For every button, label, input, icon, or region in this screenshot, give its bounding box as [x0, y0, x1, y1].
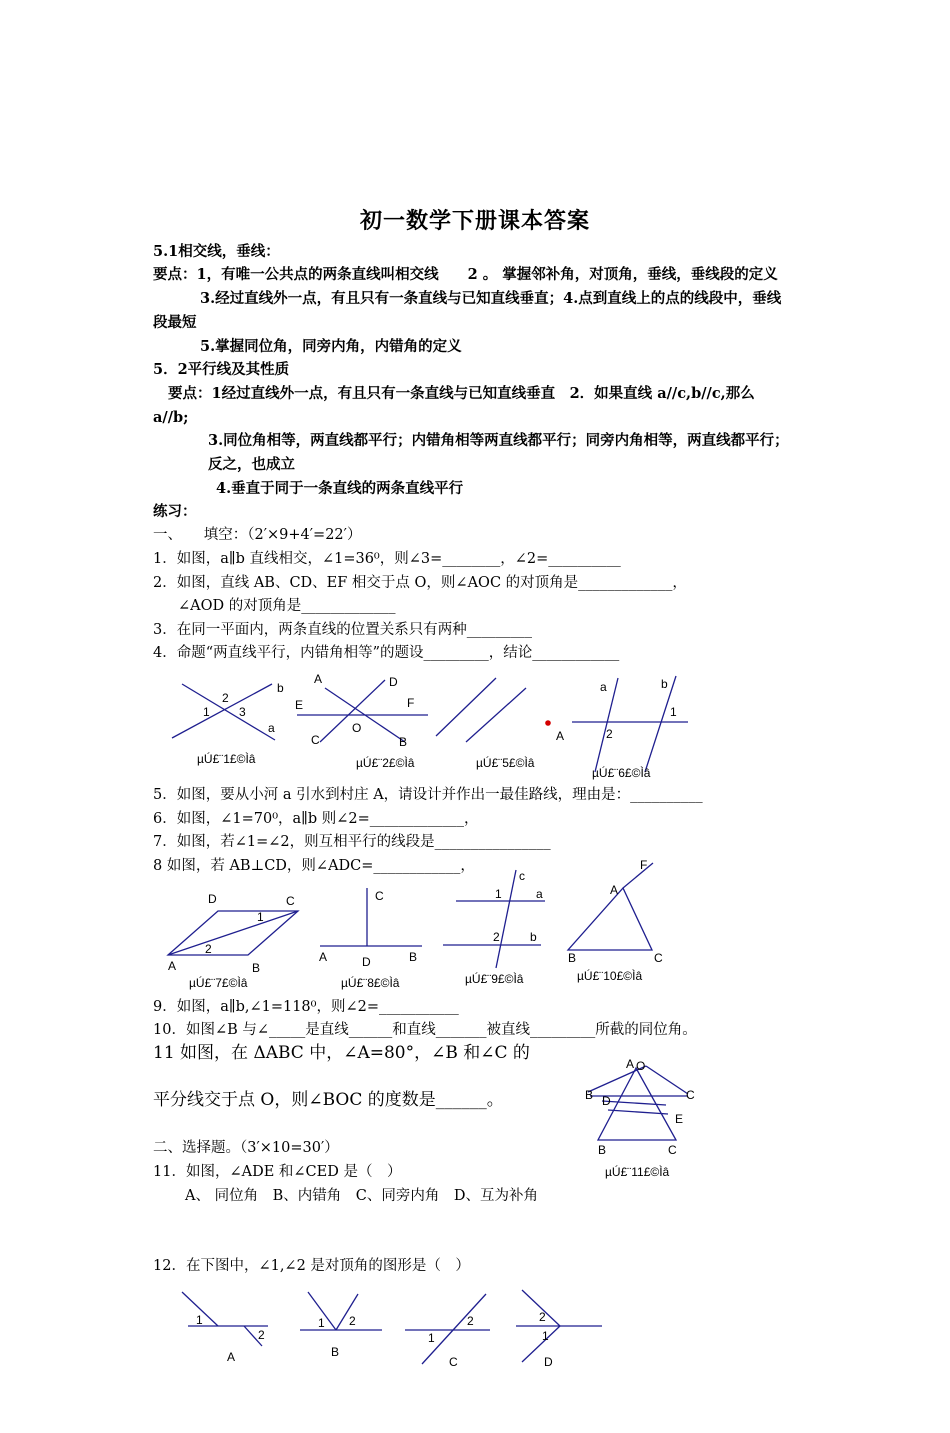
question-11: 11 如图，在 ΔABC 中，∠A=80°，∠B 和∠C 的	[153, 1043, 530, 1063]
figure-7	[168, 892, 298, 975]
svg-text:b: b	[277, 681, 284, 695]
caption-figure-1: µÚ£¨1£©Ìâ	[197, 752, 256, 766]
figure-11	[580, 1050, 710, 1160]
question-5: 5．如图，要从小河 a 引水到村庄 A，请设计并作出一最佳路线，理由是：__________	[153, 787, 703, 803]
choice-question-11: 11．如图，∠ADE 和∠CED 是（ ）	[153, 1164, 402, 1180]
s51-point-1: 要点：1，有唯一公共点的两条直线叫相交线 2 。 掌握邻补角，对顶角，垂线，垂线段的定义	[153, 266, 778, 283]
s51-point-3: 3.经过直线外一点，有且只有一条直线与已知直线垂直；4.点到直线上的点的线段中，垂线	[200, 290, 782, 307]
svg-text:B: B	[585, 1088, 594, 1102]
s52-point-1-cont: a//b;	[153, 409, 189, 426]
svg-text:A: A	[556, 729, 565, 743]
svg-text:C: C	[686, 1088, 695, 1102]
caption-figure-6: µÚ£¨6£©Ìâ	[592, 766, 651, 780]
s52-point-4: 4.垂直于同于一条直线的两条直线平行	[216, 480, 464, 497]
svg-text:C: C	[654, 951, 663, 965]
caption-figure-11: µÚ£¨11£©Ìâ	[605, 1165, 670, 1179]
option-c-figure	[405, 1294, 490, 1369]
svg-text:O: O	[636, 1059, 646, 1073]
svg-text:A: A	[314, 672, 323, 686]
figure-6	[556, 676, 688, 772]
choice-question-11-options: A、 同位角 B、内错角 C、同旁内角 D、互为补角	[185, 1188, 538, 1204]
figure-2	[295, 672, 428, 749]
svg-text:a: a	[600, 680, 607, 694]
question-6: 6．如图，∠1=70⁰，a∥b 则∠2=_____________，	[153, 811, 479, 827]
svg-text:2: 2	[222, 691, 229, 705]
village-a-point	[545, 720, 551, 726]
svg-text:a: a	[268, 721, 275, 735]
question-2: 2．如图，直线 AB、CD、EF 相交于点 O，则∠AOC 的对顶角是_____________，	[153, 575, 687, 591]
option-b-figure	[300, 1292, 382, 1359]
s52-point-3-cont: 反之，也成立	[208, 456, 295, 473]
svg-text:B: B	[598, 1143, 607, 1157]
caption-figure-10: µÚ£¨10£©Ìâ	[577, 969, 643, 983]
svg-text:2: 2	[205, 942, 212, 956]
svg-text:1: 1	[428, 1331, 435, 1345]
question-9: 9．如图，a∥b,∠1=118⁰，则∠2=___________	[153, 999, 459, 1015]
svg-text:A: A	[610, 883, 619, 897]
svg-text:C: C	[311, 733, 320, 747]
option-d-figure	[516, 1290, 602, 1369]
svg-text:E: E	[295, 698, 304, 712]
svg-text:a: a	[536, 887, 543, 901]
svg-text:1: 1	[203, 705, 210, 719]
caption-figure-7: µÚ£¨7£©Ìâ	[189, 976, 248, 990]
question-8: 8 如图，若 AB⊥CD，则∠ADC=____________，	[153, 858, 475, 874]
svg-text:D: D	[208, 892, 217, 906]
s51-point-5: 5.掌握同位角，同旁内角，内错角的定义	[200, 338, 462, 355]
caption-figure-9: µÚ£¨9£©Ìâ	[465, 972, 524, 986]
svg-text:2: 2	[493, 930, 500, 944]
question-1: 1．如图，a∥b 直线相交，∠1=36⁰，则∠3=________，∠2=__________	[153, 551, 621, 567]
figure-row-2	[160, 858, 680, 978]
question-7: 7．如图，若∠1=∠2，则互相平行的线段是________________	[153, 834, 551, 850]
svg-text:B: B	[568, 951, 577, 965]
svg-text:C: C	[375, 889, 384, 903]
svg-text:1: 1	[196, 1313, 203, 1327]
svg-text:2: 2	[539, 1310, 546, 1324]
svg-text:D: D	[389, 675, 398, 689]
question-4: 4．命题“两直线平行，内错角相等”的题设_________，结论____________	[153, 645, 620, 661]
figure-9	[443, 869, 545, 968]
question-11-cont: 平分线交于点 O，则∠BOC 的度数是______。	[153, 1090, 504, 1110]
svg-text:2: 2	[349, 1314, 356, 1328]
svg-text:b: b	[530, 930, 537, 944]
svg-text:A: A	[626, 1057, 635, 1071]
svg-text:1: 1	[318, 1316, 325, 1330]
svg-text:F: F	[407, 696, 415, 710]
svg-text:D: D	[362, 955, 371, 969]
svg-text:A: A	[319, 950, 328, 964]
svg-text:3: 3	[239, 705, 246, 719]
caption-figure-2: µÚ£¨2£©Ìâ	[356, 756, 415, 770]
svg-text:D: D	[544, 1355, 553, 1369]
choice-heading: 二、选择题。（3′×10=30′）	[153, 1140, 339, 1156]
s52-point-3: 3.同位角相等，两直线都平行；内错角相等两直线都平行；同旁内角相等，两直线都平行；	[208, 432, 789, 449]
caption-figure-8: µÚ£¨8£©Ìâ	[341, 976, 400, 990]
svg-text:D: D	[602, 1094, 611, 1108]
svg-text:A: A	[227, 1350, 236, 1364]
svg-text:B: B	[409, 950, 418, 964]
page-title: 初一数学下册课本答案	[359, 208, 590, 234]
svg-text:1: 1	[670, 705, 677, 719]
svg-text:c: c	[519, 869, 525, 883]
figure-1	[172, 681, 284, 740]
svg-text:A: A	[168, 959, 177, 973]
svg-text:2: 2	[258, 1328, 265, 1342]
s51-point-3-cont: 段最短	[153, 314, 197, 331]
svg-text:F: F	[640, 858, 648, 872]
practice-heading: 练习：	[153, 503, 197, 520]
choice-question-12: 12．在下图中，∠1,∠2 是对顶角的图形是（ ）	[153, 1258, 470, 1274]
question-10: 10．如图∠B 与∠_____是直线______和直线_______被直线_________所截的同位角。	[153, 1022, 697, 1038]
svg-text:O: O	[352, 721, 362, 735]
svg-text:B: B	[399, 735, 408, 749]
question-3: 3．在同一平面内，两条直线的位置关系只有两种_________	[153, 622, 532, 638]
svg-text:2: 2	[606, 727, 613, 741]
caption-figure-5: µÚ£¨5£©Ìâ	[476, 756, 535, 770]
svg-text:B: B	[331, 1345, 340, 1359]
section-5-1-heading: 5.1相交线，垂线：	[153, 243, 280, 260]
svg-text:2: 2	[467, 1314, 474, 1328]
fill-heading: 一、 填空：（2′×9+4′=22′）	[153, 527, 362, 543]
option-a-figure	[182, 1292, 268, 1364]
figure-8	[319, 888, 422, 969]
svg-text:1: 1	[542, 1329, 549, 1343]
section-5-2-heading: 5．2平行线及其性质	[153, 361, 290, 378]
svg-text:E: E	[675, 1112, 684, 1126]
svg-text:C: C	[668, 1143, 677, 1157]
figure-5	[436, 678, 551, 742]
question-2-cont: ∠AOD 的对顶角是_____________	[178, 598, 396, 614]
svg-text:B: B	[252, 961, 261, 975]
svg-text:C: C	[286, 894, 295, 908]
figure-12	[160, 1280, 620, 1380]
figure-10	[568, 858, 663, 965]
svg-text:b: b	[661, 677, 668, 691]
svg-text:1: 1	[495, 887, 502, 901]
svg-text:1: 1	[257, 910, 264, 924]
svg-text:C: C	[449, 1355, 458, 1369]
s52-point-1: 要点：1经过直线外一点，有且只有一条直线与已知直线垂直 2．如果直线 a//c,b//c,那么	[168, 385, 755, 402]
